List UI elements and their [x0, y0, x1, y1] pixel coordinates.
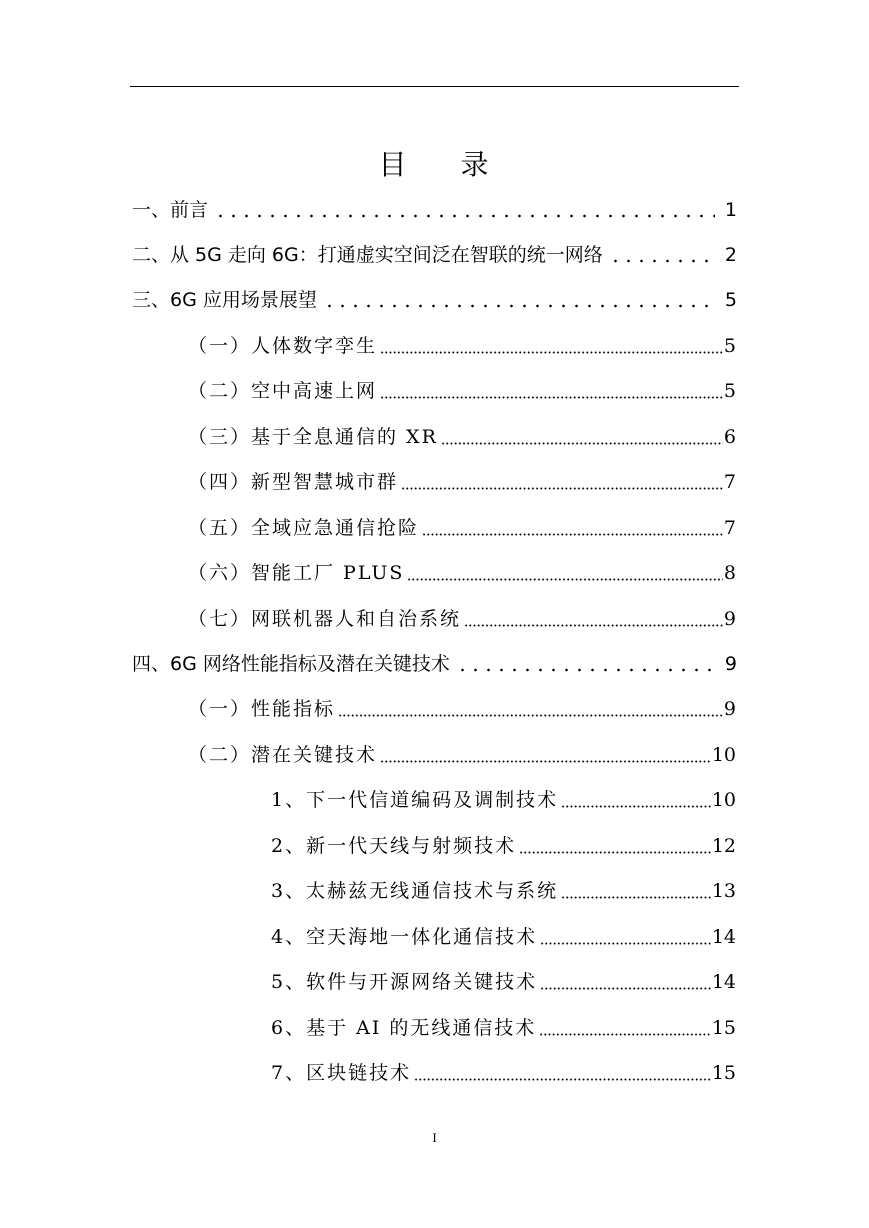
toc-entry-title: （三）基于全息通信的 XR [188, 426, 438, 448]
toc-entry-title: （六）智能工厂 PLUS [188, 562, 405, 584]
dot-leader [441, 442, 723, 445]
toc-entry-page: 5 [723, 335, 736, 357]
dot-leader [561, 805, 711, 808]
toc-entry-title: 7、区块链技术 [271, 1062, 412, 1084]
toc-entry-page: 2 [724, 244, 737, 266]
toc-entry[interactable] [271, 876, 736, 906]
toc-entry-title: （一）性能指标 [188, 698, 336, 720]
toc-entry-title: 三、6G 应用场景展望 [132, 289, 317, 311]
toc-entry-page: 6 [723, 426, 736, 448]
toc-entry[interactable] [271, 831, 736, 861]
toc-title-left: 目 [378, 148, 409, 181]
header-rule [130, 86, 739, 87]
toc-entry-title: 四、6G 网络性能指标及潜在关键技术 [132, 653, 450, 675]
dot-leader [380, 760, 711, 763]
toc-entry-page: 10 [711, 744, 736, 766]
toc-entry-page: 8 [723, 562, 736, 584]
toc-entry[interactable] [188, 422, 736, 452]
toc-entry-page: 14 [711, 971, 736, 993]
toc-entry-title: 1、下一代信道编码及调制技术 [271, 789, 559, 811]
dot-leader [338, 714, 723, 717]
toc-entry-page: 9 [723, 698, 736, 720]
toc-entry[interactable] [271, 967, 736, 997]
toc-entry[interactable] [132, 195, 737, 225]
dot-leader [540, 987, 711, 990]
toc-entry[interactable] [271, 1013, 736, 1043]
toc-entry[interactable] [271, 1058, 736, 1088]
toc-entry-page: 14 [711, 926, 736, 948]
toc-entry-title: 4、空天海地一体化通信技术 [271, 926, 538, 948]
toc-entry[interactable] [188, 376, 736, 406]
toc-entry[interactable] [188, 558, 736, 588]
dot-leader [561, 896, 711, 899]
dot-leader [422, 533, 723, 536]
toc-entry-title: 3、太赫兹无线通信技术与系统 [271, 880, 559, 902]
dot-leader [540, 942, 711, 945]
toc-entry-page: 13 [711, 880, 736, 902]
toc-entry[interactable] [188, 467, 736, 497]
toc-entry[interactable] [188, 331, 736, 361]
toc-entry-page: 7 [723, 517, 736, 539]
toc-entry-title: （二）空中高速上网 [188, 380, 378, 402]
toc-entry[interactable] [132, 285, 737, 315]
toc-entry-page: 5 [723, 380, 736, 402]
toc-entry-page: 5 [724, 289, 737, 311]
dot-leader [456, 668, 715, 672]
toc-title-right: 录 [460, 148, 491, 181]
toc-entry-title: （一）人体数字孪生 [188, 335, 378, 357]
toc-entry-page: 15 [711, 1062, 736, 1084]
toc-entry-title: （四）新型智慧城市群 [188, 471, 399, 493]
toc-entry[interactable] [188, 694, 736, 724]
toc-entry-page: 1 [724, 199, 737, 221]
toc-entry[interactable] [271, 785, 736, 815]
toc-entry-title: 6、基于 AI 的无线通信技术 [271, 1017, 537, 1039]
toc-entry-page: 12 [711, 835, 736, 857]
toc-entry[interactable] [188, 604, 736, 634]
dot-leader [609, 259, 715, 263]
dot-leader [401, 487, 723, 490]
dot-leader [464, 624, 723, 627]
dot-leader [380, 351, 723, 354]
toc-entry-title: 2、新一代天线与射频技术 [271, 835, 517, 857]
toc-entry-title: 5、软件与开源网络关键技术 [271, 971, 538, 993]
footer-page-number: I [432, 1130, 437, 1145]
toc-title [0, 143, 869, 183]
toc-entry[interactable] [271, 922, 736, 952]
toc-entry[interactable] [188, 740, 736, 770]
toc-entry-page: 7 [723, 471, 736, 493]
toc-entry-title: 二、从 5G 走向 6G：打通虚实空间泛在智联的统一网络 [132, 244, 603, 266]
toc-entry-page: 15 [711, 1017, 736, 1039]
dot-leader [414, 1078, 711, 1081]
toc-entry-title: 一、前言 [132, 199, 209, 221]
toc-entry-page: 9 [724, 653, 737, 675]
dot-leader [323, 304, 715, 308]
toc-entry-title: （二）潜在关键技术 [188, 744, 378, 766]
toc-entry-page: 10 [711, 789, 736, 811]
toc-entry[interactable] [188, 513, 736, 543]
dot-leader [539, 1033, 710, 1036]
toc-entry[interactable] [132, 649, 737, 679]
toc-entry-title: （五）全域应急通信抢险 [188, 517, 420, 539]
dot-leader [519, 851, 711, 854]
dot-leader [380, 396, 723, 399]
toc-entry[interactable] [132, 240, 737, 270]
dot-leader [407, 578, 722, 581]
toc-entry-title: （七）网联机器人和自治系统 [188, 608, 462, 630]
toc-entry-page: 9 [723, 608, 736, 630]
dot-leader [214, 214, 715, 218]
